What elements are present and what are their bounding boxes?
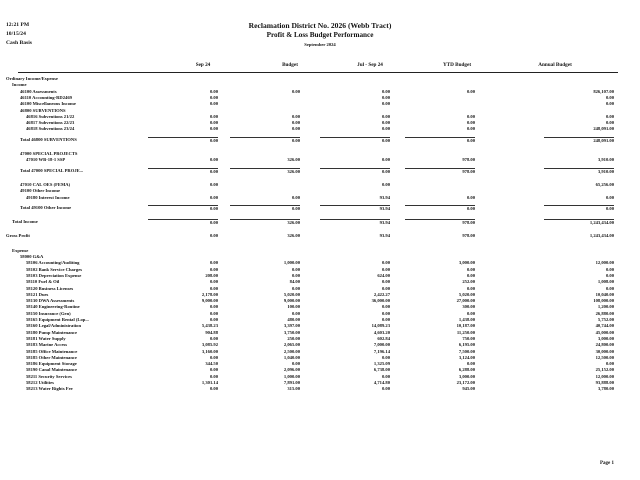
amount-cell: 0.00 [381,285,390,291]
amount-cell: 93,888.00 [595,380,614,385]
amount-cell: 0.00 [209,88,218,94]
amount-cell: 65,256.00 [595,181,614,187]
account-row [0,349,640,355]
account-row [0,157,640,163]
account-label: 46818 Subventions 23/24 [26,126,75,132]
account-label: 58103 Depreciation Expense [26,272,82,278]
amount-cell: 3,000.00 [597,335,614,341]
account-row [0,114,640,120]
amount-cell: 1,243,434.00 [544,219,614,226]
amount-cell: 12,000.00 [595,373,614,379]
amount-cell: 3,160.00 [201,348,218,354]
amount-cell: 25,152.00 [595,367,614,373]
amount-cell: 0.00 [381,88,390,94]
amount-cell: 0.00 [209,260,218,266]
amount-cell: 5,438.23 [201,323,218,329]
amount-cell: 0.00 [230,137,300,144]
account-row [0,355,640,361]
amount-cell: 0.00 [605,113,614,119]
amount-cell: 0.00 [148,219,218,226]
account-label: 58185 Other Maintenance [26,354,77,360]
amount-cell: 0.00 [381,94,390,100]
amount-cell: 0.00 [209,113,218,119]
amount-cell: 24,800.00 [595,342,614,348]
account-label: 49180 Interest Income [26,194,70,200]
amount-cell: 0.00 [209,266,218,272]
amount-cell: 7,891.00 [283,380,300,385]
amount-cell: 826,107.00 [593,88,614,94]
amount-cell: 0.00 [381,266,390,272]
amount-cell: 978.00 [462,233,475,239]
report-period: September 2024 [304,42,336,47]
column-header-sep-24: Sep 24 [195,62,211,68]
amount-cell: 5,020.00 [283,291,300,297]
account-label: 58000 G&A [20,254,44,259]
amount-cell: 36,000.00 [371,298,390,304]
amount-cell: 0.00 [466,361,475,367]
amount-cell: 0.00 [209,279,218,285]
account-label: 58150 Insurance (Gen) [26,310,71,316]
account-label: 58181 Water Supply [26,335,66,341]
amount-cell: 12,500.00 [595,354,614,360]
amount-cell: 0.00 [381,317,390,322]
amount-cell: 0.00 [466,126,475,132]
amount-cell: 0.00 [209,367,218,373]
account-row [0,95,640,101]
amount-cell: 11,250.00 [456,329,475,335]
amount-cell: 40,744.00 [595,323,614,329]
amount-cell: 0.00 [466,272,475,278]
column-header-jul-sep-24: Jul - Sep 24 [357,62,383,68]
amount-cell: 624.00 [377,272,390,278]
amount-cell: 1,301.14 [201,380,218,385]
account-label: 58160 Legal/Administration [26,323,81,329]
page-number: Page 1 [599,461,614,466]
account-label: 58121 Dues [26,291,49,297]
amount-cell: 0.00 [544,205,614,212]
amount-cell: 0.00 [291,113,300,119]
amount-cell: 0.00 [291,88,300,94]
amount-cell: 0.00 [148,205,218,212]
amount-cell: 100.00 [287,304,300,310]
account-label: 58211 Security Services [26,373,72,379]
account-label: 58213 Water Rights Fee [26,386,73,392]
amount-cell: 0.00 [209,386,218,392]
amount-cell: 108,000.00 [593,298,614,304]
account-row [0,260,640,266]
accounting-basis: Cash Basis [6,40,32,46]
account-label: 58185 Office Maintenance [26,348,78,354]
amount-cell: 0.00 [209,285,218,291]
amount-cell: 0.00 [209,181,218,187]
column-header-annual-budget: Annual Budget [538,62,572,68]
amount-cell: 0.00 [381,386,390,392]
account-row [0,89,640,95]
amount-cell: 0.00 [209,101,218,107]
amount-cell: 326.00 [287,157,300,163]
account-row [0,120,640,126]
amount-cell: 1,438.00 [458,317,475,322]
amount-cell: 93.94 [379,233,390,239]
amount-cell: 10,040.00 [595,291,614,297]
account-label: 47010 WB-18-1 SSP [26,157,66,163]
amount-cell: 93.94 [320,205,390,212]
amount-cell: 0.00 [209,310,218,316]
column-headers [0,62,640,71]
amount-cell: 0.00 [291,266,300,272]
total-row [0,137,640,143]
total-row [0,205,640,211]
account-label: 47010 CAL OES (FEMA) [20,181,71,187]
account-row [0,342,640,348]
column-header-ytd-budget: YTD Budget [442,62,472,68]
account-label: 58140 Engineering-Routine [26,304,80,310]
account-row [0,82,640,88]
account-row [0,361,640,367]
amount-cell: 480.00 [287,317,300,322]
amount-cell: 0.00 [466,120,475,126]
amount-cell: 0.00 [320,168,390,175]
amount-cell: 0.00 [605,361,614,367]
amount-cell: 1,008.00 [597,279,614,285]
account-label: 58130 DWA Assessments [26,298,75,304]
amount-cell: 326.00 [230,219,300,226]
amount-cell: 0.00 [605,266,614,272]
amount-cell: 1,000.00 [283,373,300,379]
amount-cell: 904.88 [205,329,218,335]
amount-cell: 300.00 [462,304,475,310]
amount-cell: 14,089.23 [371,323,390,329]
account-label: Total Income [12,219,38,225]
account-label: 58186 Equipment Storage [26,361,77,367]
amount-cell: 0.00 [209,354,218,360]
account-label: 58180 Pump Maintenance [26,329,78,335]
account-label: 58212 Utilities [26,380,54,385]
amount-cell: 978.00 [405,219,475,226]
amount-cell: 2,500.00 [283,348,300,354]
account-label: 47000 SPECIAL PROJECTS [20,151,78,156]
account-row [0,380,640,386]
account-row [0,279,640,285]
account-row [0,374,640,380]
amount-cell: 0.00 [291,194,300,200]
amount-cell: 3,397.00 [283,323,300,329]
account-row [0,76,640,82]
account-row [0,273,640,279]
amount-cell: 0.00 [209,373,218,379]
amount-cell: 2,096.00 [283,367,300,373]
amount-cell: 0.00 [209,335,218,341]
amount-cell: 0.00 [291,126,300,132]
account-label: Total 47000 SPECIAL PROJE... [20,167,84,173]
amount-cell: 9,000.00 [283,298,300,304]
amount-cell: 344.50 [205,361,218,367]
amount-cell: 0.00 [605,194,614,200]
amount-cell: 0.00 [466,194,475,200]
amount-cell: 315.00 [287,386,300,392]
amount-cell: 93.94 [320,219,390,226]
amount-cell: 0.00 [605,285,614,291]
amount-cell: 0.00 [466,285,475,291]
amount-cell: 0.00 [291,310,300,316]
account-label: 58120 Business Licenses [26,285,74,291]
amount-cell: 0.00 [291,361,300,367]
account-row [0,336,640,342]
amount-cell: 0.00 [209,304,218,310]
account-row [0,188,640,194]
amount-cell: 0.00 [291,120,300,126]
account-label: 58102 Bank Service Charges [26,266,83,272]
account-row [0,101,640,107]
account-row [0,248,640,254]
amount-cell: 0.00 [381,310,390,316]
amount-cell: 45,000.00 [595,329,614,335]
amount-cell: 0.00 [320,137,390,144]
account-row [0,182,640,188]
amount-cell: 10,187.00 [456,323,475,329]
account-label: Total 46800 SUBVENTIONS [20,136,77,142]
account-row [0,233,640,239]
account-label: 46110 Accounting-RD2469 [20,94,72,100]
amount-cell: 7,500.00 [458,348,475,354]
account-row [0,151,640,157]
amount-cell: 0.00 [605,101,614,107]
amount-cell: 3,910.00 [544,168,614,175]
account-label: 58183 Marine Access [26,342,68,348]
amount-cell: 0.00 [209,94,218,100]
account-row [0,108,640,114]
amount-cell: 0.00 [209,157,218,163]
report-date: 10/15/24 [6,31,26,37]
amount-cell: 0.00 [381,157,390,163]
account-label: Total 49100 Other Income [20,204,72,210]
amount-cell: 3,124.00 [458,354,475,360]
organization-name: Reclamation District No. 2026 (Webb Tract) [248,21,392,30]
account-label: 58106 Accounting/Auditing [26,260,80,266]
amount-cell: 945.00 [462,386,475,392]
account-row [0,367,640,373]
amount-cell: 93.94 [379,194,390,200]
amount-cell: 3,750.00 [283,329,300,335]
account-label: 46100 Assessments [20,88,57,94]
amount-cell: 7,196.14 [373,348,390,354]
account-row [0,254,640,260]
account-row [0,286,640,292]
amount-cell: 208.00 [205,272,218,278]
account-label: 46800 SUBVENTIONS [20,107,66,113]
amount-cell: 250.00 [287,335,300,341]
amount-cell: 1,325.09 [373,361,390,367]
amount-cell: 3,910.00 [597,157,614,163]
amount-cell: 0.00 [381,279,390,285]
amount-cell: 6,195.00 [458,342,475,348]
amount-cell: 0.00 [381,373,390,379]
amount-cell: 26,880.00 [595,310,614,316]
column-header-budget: Budget [282,62,298,68]
amount-cell: 248,091.00 [544,137,614,144]
amount-cell: 0.00 [381,120,390,126]
amount-cell: 252.00 [462,279,475,285]
amount-cell: 1,040.00 [283,354,300,360]
amount-cell: 0.00 [466,266,475,272]
account-label: Gross Profit [6,233,30,239]
amount-cell: 750.00 [462,335,475,341]
account-label: 49100 Other Income [20,188,60,194]
amount-cell: 0.00 [466,113,475,119]
amount-cell: 0.00 [381,354,390,360]
amount-cell: 0.00 [381,101,390,107]
account-row [0,323,640,329]
amount-cell: 0.00 [291,285,300,291]
amount-cell: 3,000.00 [458,373,475,379]
amount-cell: 0.00 [230,205,300,212]
amount-cell: 0.00 [291,272,300,278]
amount-cell: 1,243,434.00 [589,233,614,239]
amount-cell: 0.00 [381,260,390,266]
account-row [0,386,640,392]
amount-cell: 978.00 [405,168,475,175]
amount-cell: 6,738.00 [373,367,390,373]
amount-cell: 5,752.00 [597,317,614,322]
amount-cell: 3,000.00 [458,260,475,266]
amount-cell: 2,065.00 [283,342,300,348]
amount-cell: 1,200.00 [597,304,614,310]
report-time: 12:21 PM [6,22,30,28]
amount-cell: 0.00 [405,137,475,144]
amount-cell: 0.00 [209,317,218,322]
amount-cell: 0.00 [405,205,475,212]
amount-cell: 7,000.00 [373,342,390,348]
amount-cell: 0.00 [209,194,218,200]
amount-cell: 4,603.20 [373,329,390,335]
amount-cell: 1,000.00 [283,260,300,266]
amount-cell: 0.00 [209,233,218,239]
total-row [0,168,640,174]
report-title: Profit & Loss Budget Performance [266,31,374,39]
amount-cell: 2,422.27 [373,291,390,297]
amount-cell: 2,178.00 [201,291,218,297]
account-row [0,330,640,336]
amount-cell: 9,000.00 [201,298,218,304]
account-label: Income [12,82,27,88]
amount-cell: 30,000.00 [595,348,614,354]
account-label: Ordinary Income/Expense [6,76,58,81]
amount-cell: 0.00 [605,94,614,100]
amount-cell: 0.00 [466,310,475,316]
amount-cell: 0.00 [605,272,614,278]
account-label: 58165 Equipment Rental (Lop... [26,317,89,322]
account-label: Expense [12,247,29,253]
amount-cell: 0.00 [381,126,390,132]
amount-cell: 0.00 [466,88,475,94]
account-label: 46817 Subventions 22/23 [26,120,75,126]
amount-cell: 0.00 [605,120,614,126]
amount-cell: 0.00 [381,113,390,119]
amount-cell: 0.00 [209,126,218,132]
amount-cell: 23,172.00 [456,380,475,385]
amount-cell: 84.00 [289,279,300,285]
amount-cell: 3,085.92 [201,342,218,348]
account-row [0,195,640,201]
account-row [0,126,640,132]
amount-cell: 0.00 [381,181,390,187]
amount-cell: 326.00 [287,233,300,239]
amount-cell: 4,714.80 [373,380,390,385]
amount-cell: 27,000.00 [456,298,475,304]
account-label: 46100 Miscellaneous Income [20,101,76,107]
account-row [0,311,640,317]
header-rule [18,72,618,73]
account-row [0,292,640,298]
account-label: 58110 Fuel & Oil [26,279,60,285]
account-row [0,298,640,304]
account-row [0,304,640,310]
amount-cell: 12,000.00 [595,260,614,266]
amount-cell: 326.00 [230,168,300,175]
account-label: 58190 Canal Maintenance [26,367,78,373]
amount-cell: 978.00 [462,157,475,163]
amount-cell: 0.00 [381,304,390,310]
amount-cell: 3,780.00 [597,386,614,392]
amount-cell: 0.00 [148,168,218,175]
total-row [0,219,640,225]
amount-cell: 5,020.00 [458,291,475,297]
amount-cell: 248,091.00 [593,126,614,132]
amount-cell: 6,288.00 [458,367,475,373]
amount-cell: 602.84 [377,335,390,341]
account-label: 46816 Subventions 21/22 [26,113,75,119]
amount-cell: 0.00 [209,120,218,126]
account-row [0,267,640,273]
amount-cell: 0.00 [148,137,218,144]
account-row [0,317,640,323]
